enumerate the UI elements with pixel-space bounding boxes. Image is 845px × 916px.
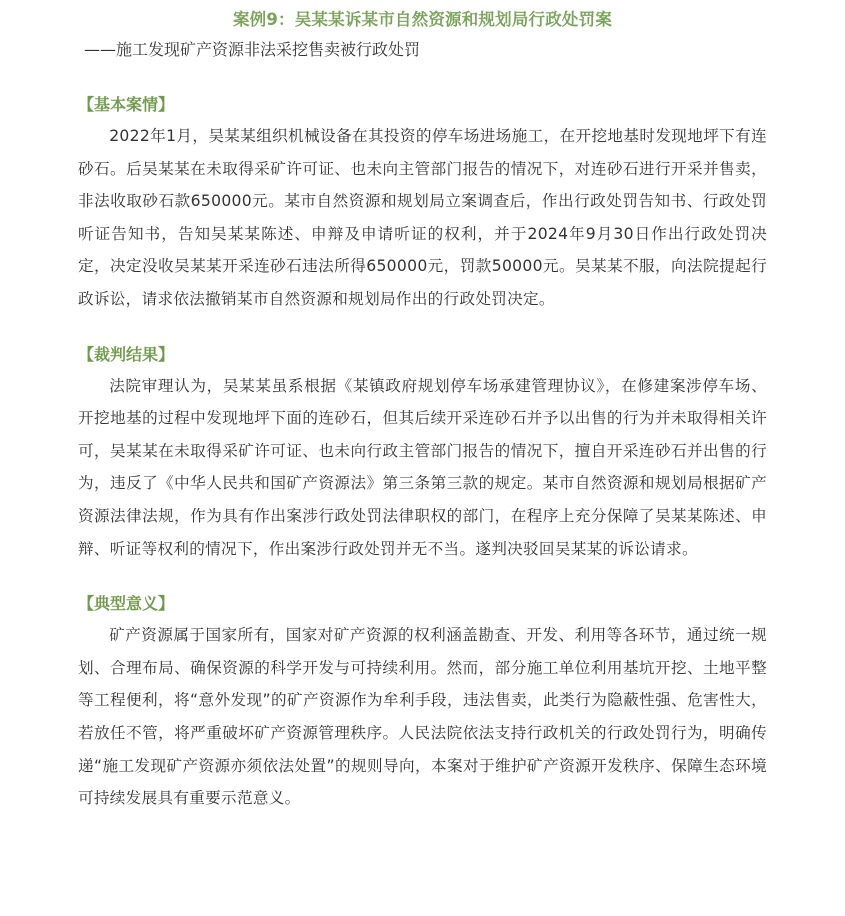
section-judgment [78, 340, 767, 566]
section-body-basic-facts: 2022年1月，吴某某组织机械设备在其投资的停车场进场施工，在开挖地基时发现地坪下有连砂石。后吴某某在未取得采矿许可证、也未向主管部门报告的情况下，对连砂石进行开采并售卖，非法收取砂石款650000元。某市自然资源和规划局立案调查后，作出行政处罚告知书、行政处罚听证告知书，告知吴某某陈述、申辩及申请听证的权利，并于2024年9月30日作出行政处罚决定，决定没收吴某某开采连砂石违法所得650000元，罚款50000元。吴某某不服，向法院提起行政诉讼，请求依法撤销某市自然资源和规划局作出的行政处罚决定。 [78, 127, 767, 308]
section-heading-basic-facts: 【基本案情】 [78, 95, 175, 114]
section-basic-facts [78, 90, 767, 316]
section-body-judgment: 法院审理认为，吴某某虽系根据《某镇政府规划停车场承建管理协议》，在修建案涉停车场、开挖地基的过程中发现地坪下面的连砂石，但其后续开采连砂石并予以出售的行为并未取得相关许可，吴某某在未取得采矿许可证、也未向行政主管部门报告的情况下，擅自开采连砂石并出售的行为，违反了《中华人民共和国矿产资源法》第三条第三款的规定。某市自然资源和规划局根据矿产资源法律法规，作为具有作出案涉行政处罚法律职权的部门，在程序上充分保障了吴某某陈述、申辩、听证等权利的情况下，作出案涉行政处罚并无不当。遂判决驳回吴某某的诉讼请求。 [78, 376, 767, 558]
section-heading-significance: 【典型意义】 [78, 594, 175, 614]
section-significance [78, 589, 767, 815]
section-heading-judgment: 【裁判结果】 [78, 344, 175, 364]
case-subtitle: ——施工发现矿产资源非法采挖售卖被行政处罚 [84, 40, 421, 59]
case-title: 案例9：吴某某诉某市自然资源和规划局行政处罚案 [232, 10, 613, 29]
section-body-significance: 矿产资源属于国家所有，国家对矿产资源的权利涵盖勘查、开发、利用等各环节，通过统一规划、合理布局、确保资源的科学开发与可持续利用。然而，部分施工单位利用基坑开挖、土地平整等工程便利，将“意外发现”的矿产资源作为牟利手段，违法售卖，此类行为隐蔽性强、危害性大，若放任不管，将严重破坏矿产资源管理秩序。人民法院依法支持行政机关的行政处罚行为，明确传递“施工发现矿产资源亦须依法处置”的规则导向，本案对于维护矿产资源开发秩序、保障生态环境可持续发展具有重要示范意义。 [78, 626, 767, 808]
